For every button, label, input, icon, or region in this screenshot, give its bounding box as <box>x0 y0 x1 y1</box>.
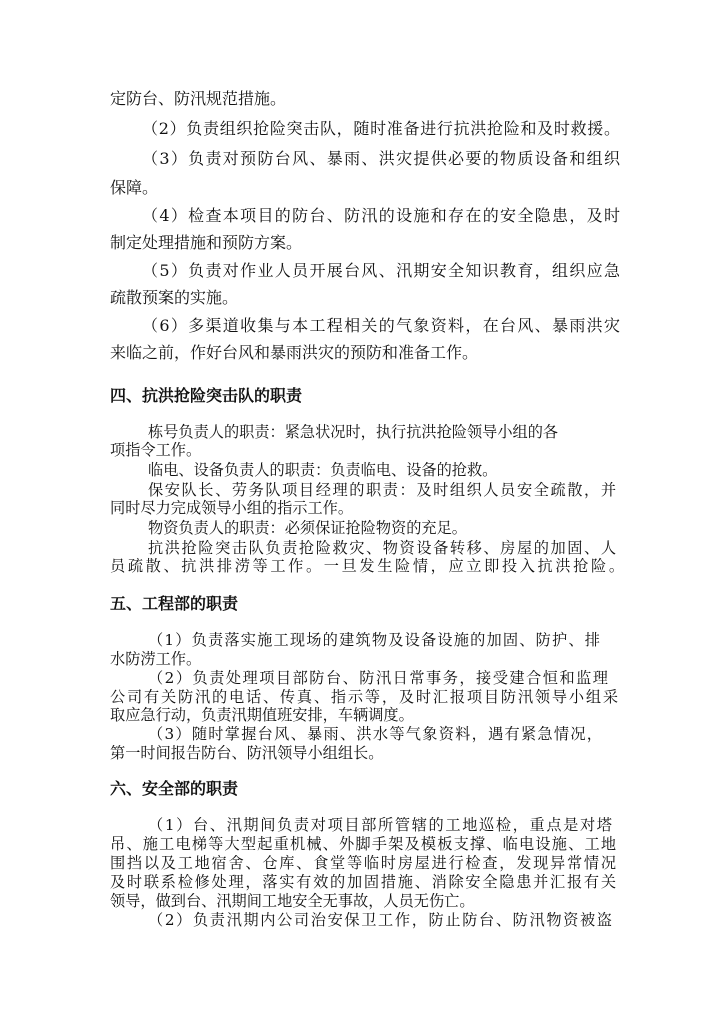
paragraph-line: 公司有关防汛的电话、传真、指示等，及时汇报项目防汛领导小组采 <box>110 688 618 706</box>
paragraph-line: 围挡以及工地宿舍、仓库、食堂等临时房屋进行检查，发现异常情况 <box>110 854 616 872</box>
paragraph-line: （2）负责处理项目部防台、防汛日常事务，接受建合恒和监理 <box>148 669 608 687</box>
paragraph-line: （1）台、汛期间负责对项目部所管辖的工地巡检，重点是对塔 <box>148 816 612 834</box>
paragraph-line: 物资负责人的职责：必须保证抢险物资的充足。 <box>148 519 467 537</box>
paragraph-line: （3）随时掌握台风、暴雨、洪水等气象资料，遇有紧急情况， <box>148 725 602 743</box>
paragraph-line: 临电、设备负责人的职责：负责临电、设备的抢救。 <box>148 461 498 479</box>
paragraph-line: 制定处理措施和预防方案。 <box>110 233 303 252</box>
paragraph-line: （3）负责对预防台风、暴雨、洪灾提供必要的物质设备和组织 <box>142 149 620 168</box>
paragraph-line: 栋号负责人的职责：紧急状况时，执行抗洪抢险领导小组的各 <box>148 423 559 441</box>
paragraph-line: 员疏散、抗洪排涝等工作。一旦发生险情，应立即投入抗洪抢险。 <box>110 557 624 575</box>
paragraph-line: 领导，做到台、汛期间工地安全无事故，人员无伤亡。 <box>110 892 475 910</box>
paragraph-line: 抗洪抢险突击队负责抢险救灾、物资设备转移、房屋的加固、人 <box>148 539 616 557</box>
section-heading-6: 六、安全部的职责 <box>110 779 239 798</box>
paragraph-line: 第一时间报告防台、防汛领导小组组长。 <box>110 744 384 762</box>
paragraph-line: （4）检查本项目的防台、防汛的设施和存在的安全隐患，及时 <box>142 206 620 225</box>
paragraph-line: 水防涝工作。 <box>110 650 202 668</box>
section-heading-5: 五、工程部的职责 <box>110 594 239 613</box>
paragraph-line: 疏散预案的实施。 <box>110 288 239 307</box>
paragraph-line: （5）负责对作业人员开展台风、汛期安全知识教育，组织应急 <box>142 261 620 280</box>
paragraph-line: （2）负责组织抢险突击队，随时准备进行抗洪抢险和及时救援。 <box>142 119 620 138</box>
paragraph-line: （6）多渠道收集与本工程相关的气象资料，在台风、暴雨洪灾 <box>142 316 620 335</box>
paragraph-line: 保安队长、劳务队项目经理的职责：及时组织人员安全疏散，并 <box>148 481 616 499</box>
section-heading-4: 四、抗洪抢险突击队的职责 <box>110 386 303 405</box>
paragraph-line: 同时尽力完成领导小组的指示工作。 <box>110 499 353 517</box>
paragraph-line: 吊、施工电梯等大型起重机械、外脚手架及模板支撑、临电设施、工地 <box>110 835 616 853</box>
paragraph-line: 取应急行动，负责汛期值班安排，车辆调度。 <box>110 706 414 724</box>
paragraph-line: 定防台、防汛规范措施。 <box>110 89 287 108</box>
paragraph-line: 保障。 <box>110 178 159 197</box>
paragraph-line: 来临之前，作好台风和暴雨洪灾的预防和准备工作。 <box>110 343 479 362</box>
paragraph-line: 及时联系检修处理，落实有效的加固措施、消除安全隐患并汇报有关 <box>110 873 616 891</box>
paragraph-line: （1）负责落实施工现场的建筑物及设备设施的加固、防护、排 <box>148 631 600 649</box>
paragraph-line: （2）负责汛期内公司治安保卫工作，防止防台、防汛物资被盗 <box>148 911 612 929</box>
paragraph-line: 项指令工作。 <box>110 441 202 459</box>
